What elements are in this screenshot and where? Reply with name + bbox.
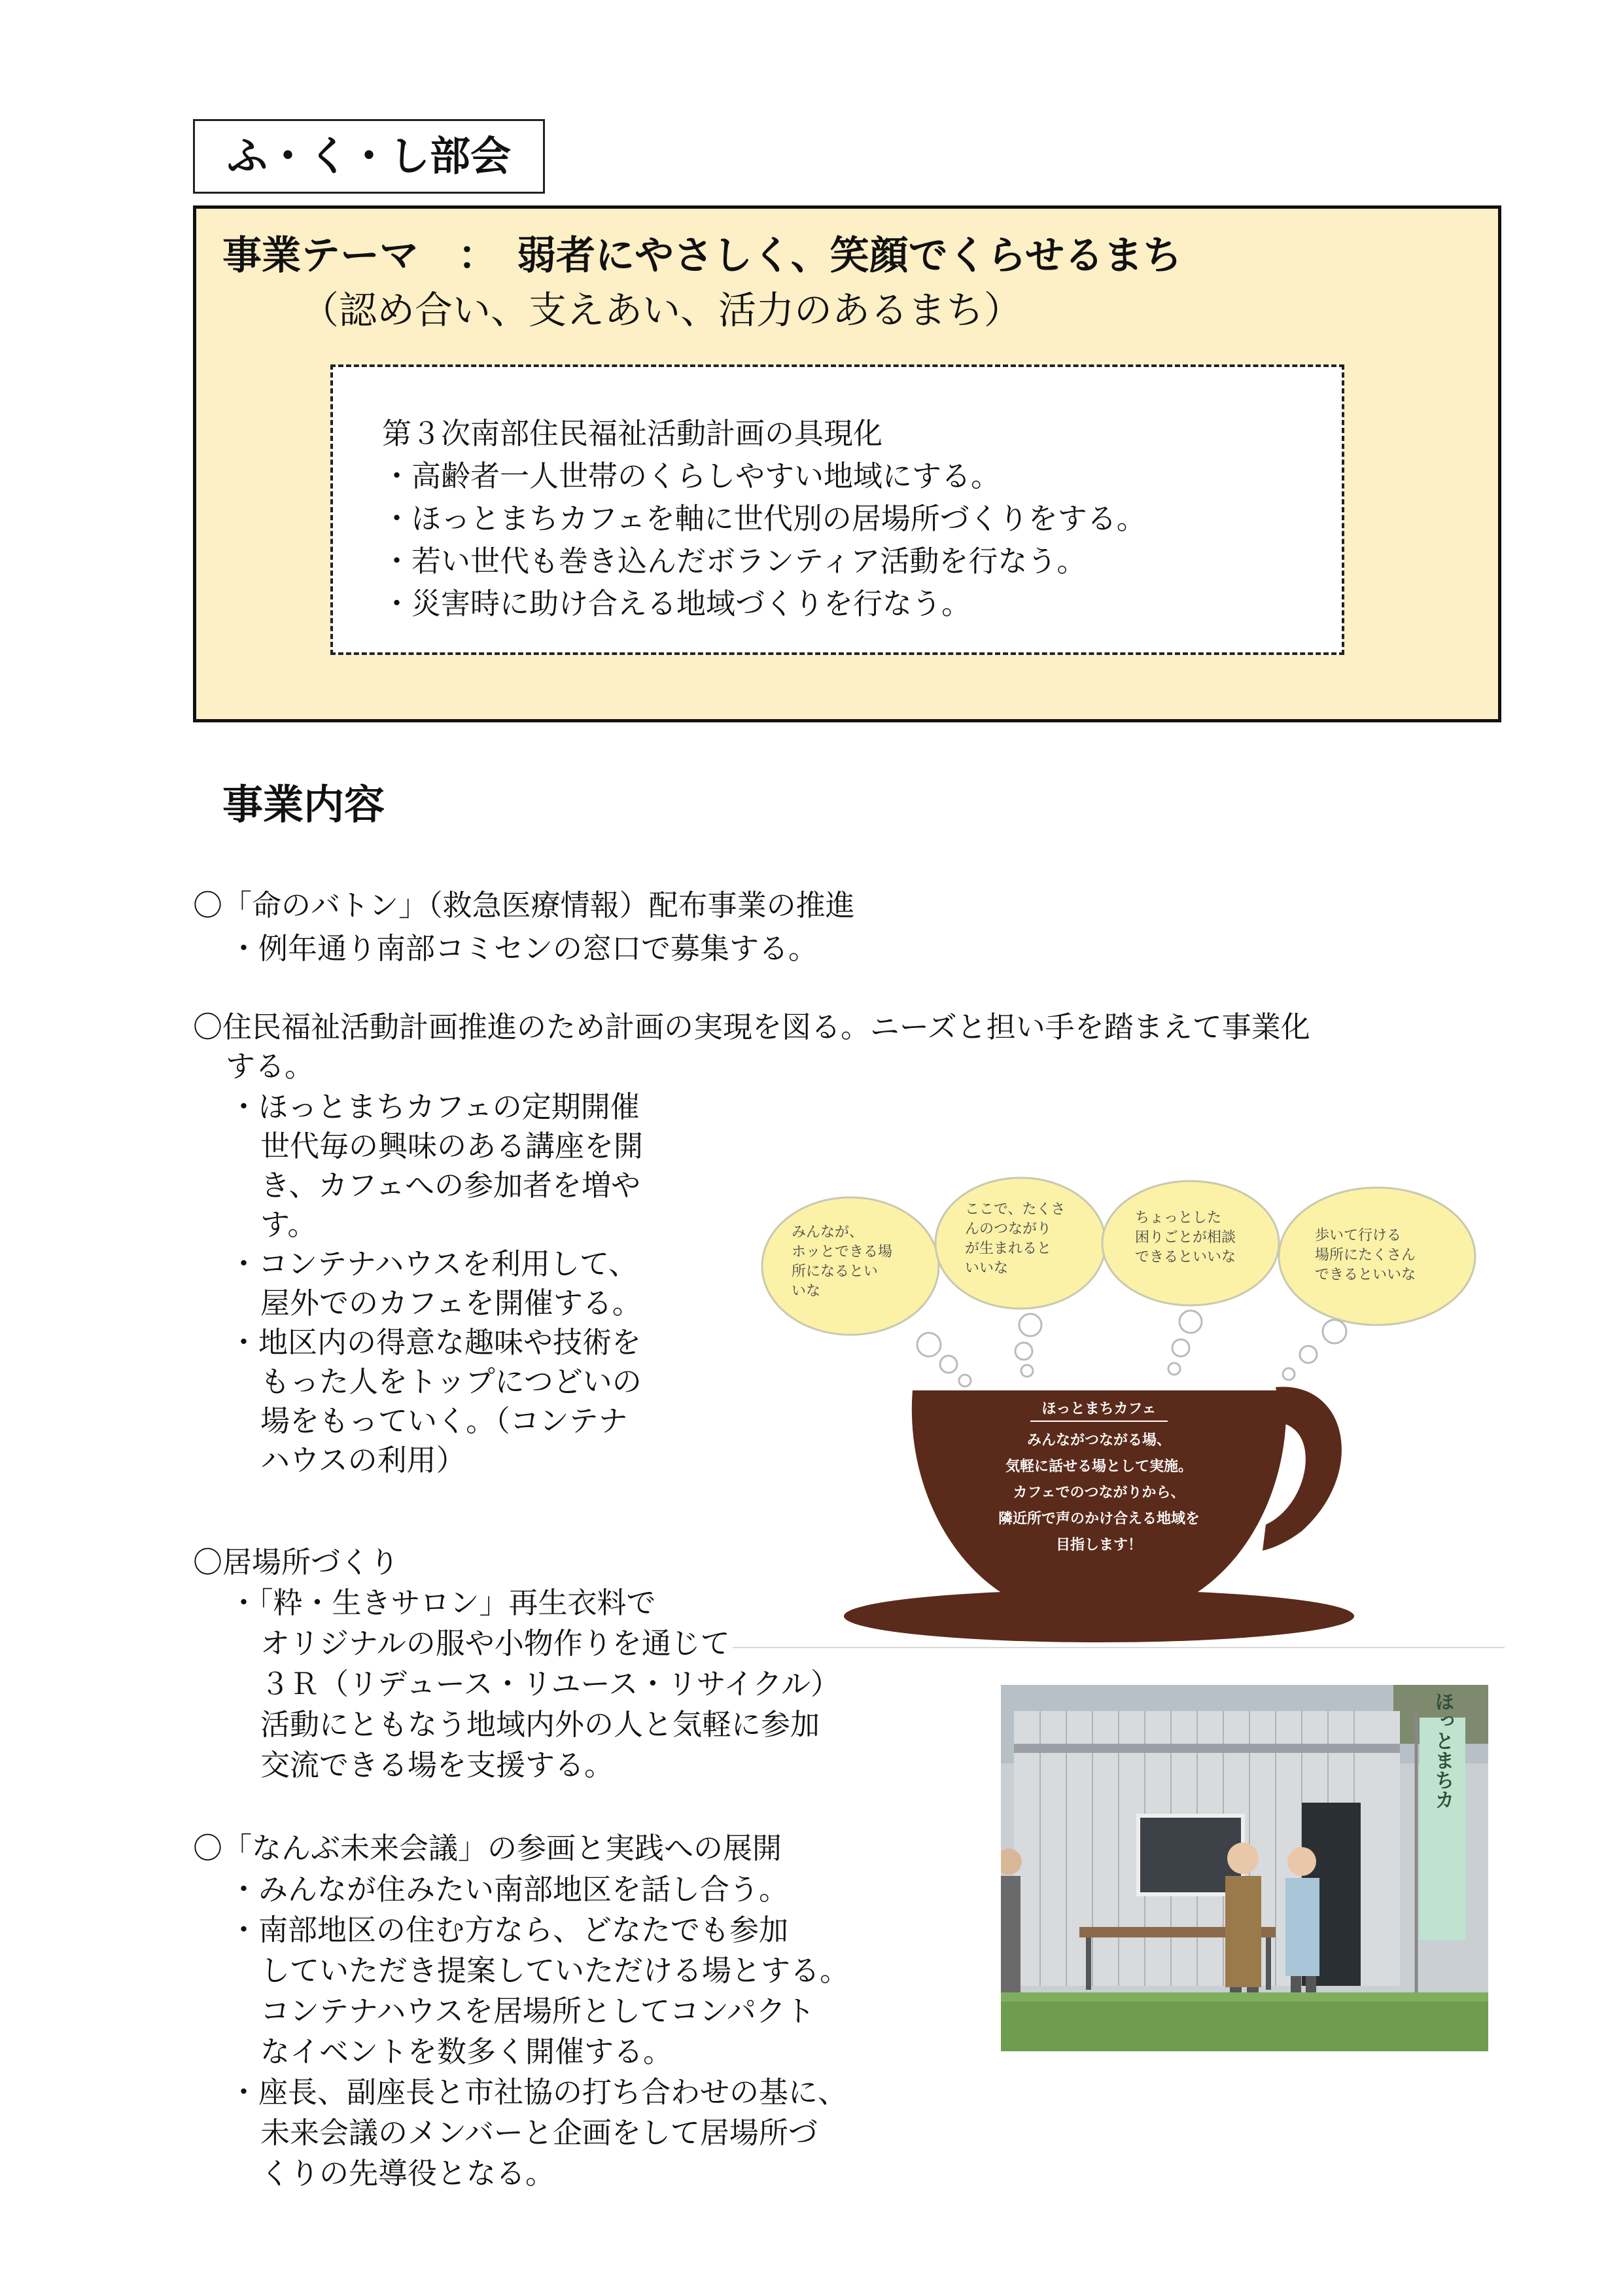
section-title-mirai-kaigi: 〇「なんぶ未来会議」の参画と実践への展開 (193, 1831, 782, 1865)
thought-bubble (1279, 1188, 1475, 1325)
bubble-line: んのつながり (965, 1221, 1052, 1237)
section-line: 未来会議のメンバーと企画をして居場所づ (260, 2115, 818, 2150)
section-line: オリジナルの服や小物作りを通じて (260, 1626, 730, 1661)
section-line: 場をもっていく。（コンテナ (260, 1404, 628, 1438)
bubble-line: いな (792, 1283, 821, 1299)
section-title-welfare-plan: 〇住民福祉活動計画推進のため計画の実現を図る。ニーズと担い手を踏まえて事業化 (193, 1010, 1310, 1044)
cup-line: 隣近所で声のかけ合える地域を (998, 1511, 1200, 1527)
section-line: ・南部地区の住む方なら、どなたでも参加 (229, 1913, 789, 1947)
plan-item: ・ほっとまちカフェを軸に世代別の居場所づくりをする。 (382, 501, 1146, 536)
section-line: 活動にともなう地域内外の人と気軽に参加 (260, 1707, 820, 1742)
cup-line: 目指します！ (1055, 1537, 1143, 1553)
section-line: くりの先導役となる。 (260, 2156, 555, 2191)
section-line: 交流できる場を支援する。 (260, 1748, 614, 1782)
thought-bubble (1102, 1181, 1279, 1305)
bubble-line: ホッとできる場 (792, 1244, 893, 1260)
cup-line: 気軽に話せる場として実施。 (1005, 1458, 1193, 1475)
section-title-life-baton: 〇「命のバトン」（救急医療情報）配布事業の推進 (193, 888, 855, 923)
plan-item: ・災害時に助け合える地域づくりを行なう。 (382, 586, 971, 621)
plan-item: ・若い世代も巻き込んだボランティア活動を行なう。 (382, 544, 1087, 578)
cafe-illustration (733, 1165, 1505, 1649)
section-line: していただき提案していただける場とする。 (260, 1953, 850, 1988)
cup-title: ほっとまちカフェ (1041, 1401, 1157, 1417)
section-line: ・地区内の得意な趣味や技術を (229, 1325, 642, 1360)
section-line: ・座長、副座長と市社協の打ち合わせの基に、 (229, 2075, 848, 2110)
plan-item: ・高齢者一人世帯のくらしやすい地域にする。 (382, 459, 1001, 493)
thought-bubble (935, 1178, 1106, 1309)
section-line: す。 (260, 1207, 317, 1242)
section-line: ・みんなが住みたい南部地区を話し合う。 (229, 1872, 789, 1907)
plan-box (330, 364, 1344, 655)
bubble-line: が生まれると (965, 1241, 1052, 1257)
bubble-line: 困りごとが相談 (1135, 1229, 1236, 1246)
coffee-cup (844, 1386, 1354, 1642)
theme-subtitle: （認め合い、支えあい、活力のあるまち） (301, 288, 1022, 332)
bubble-line: ここで、たくさ (965, 1201, 1066, 1218)
bubble-line: 場所にたくさん (1315, 1247, 1416, 1263)
section-line: コンテナハウスを居場所としてコンパクト (260, 1994, 815, 2028)
small-bubbles (917, 1311, 1346, 1386)
theme-box (193, 205, 1501, 722)
cup-line: みんながつながる場、 (1026, 1432, 1172, 1449)
bubble-line: ちょっとした (1135, 1210, 1222, 1226)
banner-text: ほっとまちカ (1431, 1691, 1454, 1809)
thought-bubble (762, 1197, 939, 1335)
theme-title: 事業テーマ ： 弱者にやさしく、笑顔でくらせるまち (222, 233, 1182, 279)
section-line: ハウスの利用） (260, 1443, 466, 1477)
section-line: ・ほっとまちカフェの定期開催 (229, 1089, 640, 1124)
section-line: なイベントを数多く開催する。 (260, 2034, 673, 2069)
content-heading: 事業内容 (222, 781, 385, 828)
section-line: ・「粋・生きサロン」再生衣料で (229, 1585, 656, 1620)
section-line: ・コンテナハウスを利用して、 (229, 1246, 638, 1281)
bubble-line: いいな (965, 1260, 1009, 1277)
section-line: ３Ｒ（リデュース・リユース・リサイクル） (260, 1667, 841, 1701)
section-title-continued: する。 (226, 1049, 315, 1084)
bubble-line: できるといいな (1135, 1249, 1236, 1265)
plan-title: 第３次南部住民福祉活動計画の具現化 (382, 416, 883, 451)
department-title: ふ・く・し部会 (193, 119, 545, 194)
cup-line: カフェでのつながりから、 (1013, 1485, 1185, 1501)
section-line: き、カフェへの参加者を増や (260, 1168, 640, 1203)
container-house-photo (1001, 1685, 1488, 2051)
section-line: 世代毎の興味のある講座を開 (260, 1129, 644, 1163)
bubble-line: 歩いて行ける (1315, 1227, 1402, 1244)
section-line: ・例年通り南部コミセンの窓口で募集する。 (229, 931, 818, 966)
bubble-line: できるといいな (1315, 1267, 1416, 1283)
section-line: もった人をトップにつどいの (260, 1364, 642, 1399)
bubble-line: 所になるとい (792, 1263, 879, 1280)
section-line: 屋外でのカフェを開催する。 (260, 1286, 642, 1320)
bubble-line: みんなが、 (792, 1224, 864, 1241)
section-title-ibasho: 〇居場所づくり (193, 1545, 400, 1580)
